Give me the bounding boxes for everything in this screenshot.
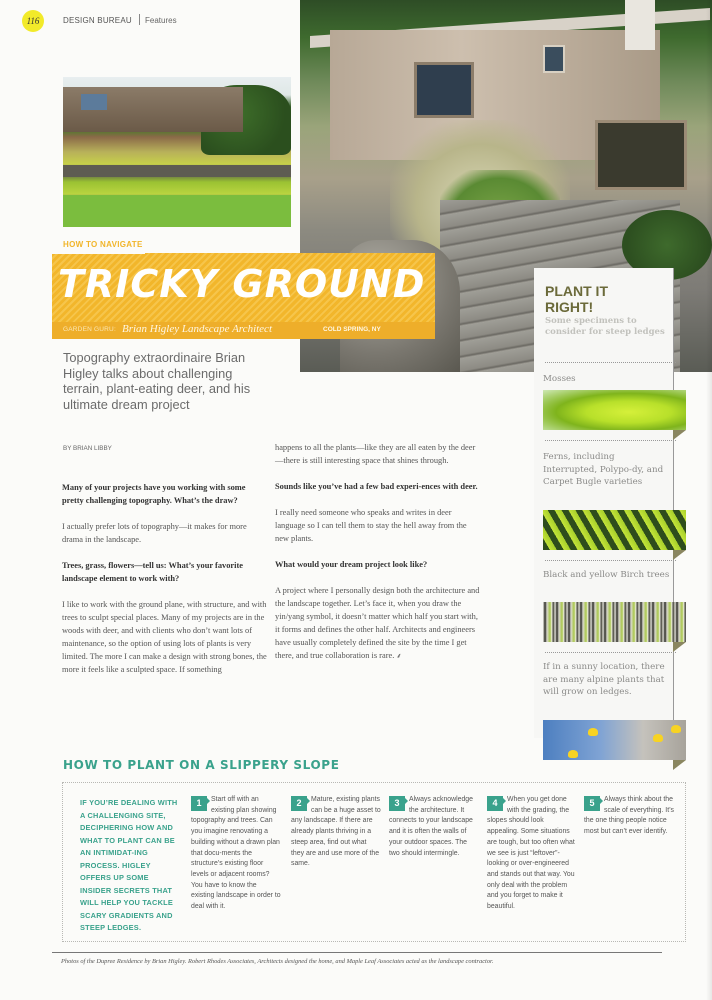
tip-4: [487, 795, 577, 913]
flower: [588, 728, 598, 736]
photo-window: [543, 45, 565, 73]
tip-text: Mature, existing plants can be a huge asset to any landscape. If there are already plants thriving in a steep area, find out what they are and use more of the same.: [291, 796, 381, 868]
fold-corner: [673, 760, 686, 770]
footer-rule: [52, 952, 662, 953]
interview-question: What would your dream project look like?: [275, 560, 428, 569]
answer-text: A project where I personally design both the architecture and the landscape together. Let’s face it, when you draw the yin/yang symbol, it doesn’t matter which half you start with, it forms and defines the other half. Architects and engineers have usually completely defined the site by the time I get there, and true collaboration is rare.: [275, 586, 480, 660]
plant-label-alpine: If in a sunny location, there are many alpine plants that will grow on ledges.: [543, 662, 665, 697]
article-title: TRICKY GROUND: [58, 262, 426, 306]
flower: [671, 725, 681, 733]
fold-corner: [673, 550, 686, 560]
subtitle-label: GARDEN GURU:: [63, 326, 116, 333]
body-column-2: [275, 441, 480, 663]
photo-credits: Photos of the Dupree Residence by Brian Higley. Robert Rhodes Associates, Architects designed the home, and Maple Leaf Associates acted as the landscape contractor.: [61, 958, 494, 965]
interview-question: Sounds like you’ve had a few bad experi-ences with deer.: [275, 482, 478, 491]
fold-corner: [673, 430, 686, 440]
plant-label-birch: Black and yellow Birch trees: [543, 570, 670, 580]
interview-answer: happens to all the plants—like they are all eaten by the deer—there is still interesting space that shines through.: [275, 443, 476, 465]
tip-text: Always acknowledge the architecture. It connects to your landscape and it is often the walls of your outdoor spaces. The two should intermingle.: [389, 796, 473, 857]
tip-text: Always think about the scale of everything. It’s the one thing people notice most but can’t ever identify.: [584, 796, 674, 836]
moss-photo: [543, 390, 686, 430]
plant-label-mosses: Mosses: [543, 374, 576, 384]
sidebar-title: [545, 283, 608, 315]
interview-question: Many of your projects have you working with some pretty challenging topography. What’s the draw?: [62, 483, 246, 505]
body-column-1: [62, 481, 267, 676]
section-label: Features: [145, 16, 177, 25]
sidebar-title-line: RIGHT!: [545, 299, 594, 315]
tip-text: When you get done with the grading, the slopes should look appealing. Some situations are tough, but too often what we see is just “leftover”-looking or over-engineered and stands out that way. You only deal with the problem and you forget to make it beautiful.: [487, 796, 575, 911]
tip-2: [291, 795, 381, 870]
magazine-brand: DESIGN BUREAU: [63, 16, 132, 25]
subtitle-location: COLD SPRING, NY: [323, 326, 381, 333]
tip-number-badge: 5: [584, 796, 600, 811]
header-divider: [139, 14, 140, 25]
sidebar-subtitle: Some specimens to consider for steep ledges: [545, 316, 665, 337]
kicker: HOW TO NAVIGATE: [63, 240, 143, 249]
tip-1: [191, 795, 281, 913]
interview-answer: I really need someone who speaks and writes in deer language so I can tell them to stay the hell away from the new plants.: [275, 508, 467, 543]
subtitle-name: Brian Higley Landscape Architect: [122, 323, 272, 335]
flower: [568, 750, 578, 758]
interview-answer: I actually prefer lots of topography—it makes for more drama in the landscape.: [62, 522, 247, 544]
dotted-divider: [545, 362, 676, 363]
byline: BY BRIAN LIBBY: [63, 445, 112, 452]
photo-lawn: [63, 195, 291, 227]
photo-window: [414, 62, 474, 118]
fold-corner: [673, 642, 686, 652]
slope-intro: IF YOU’RE DEALING WITH A CHALLENGING SITE, DECIPHERING HOW AND WHAT TO PLANT CAN BE AN INTIMIDAT-ING PROCESS. HIGLEY OFFERS UP SOME INSIDER SECRETS THAT WILL HELP YOU TACKLE SCARY GRADIENTS AND STEEP LEDGES.: [80, 798, 178, 932]
fern-photo: [543, 510, 686, 550]
flower: [653, 734, 663, 742]
interview-question: Trees, grass, flowers—tell us: What’s your favorite landscape element to work with?: [62, 561, 243, 583]
birch-photo: [543, 602, 686, 642]
photo-chimney: [625, 0, 655, 50]
photo-window: [595, 120, 687, 190]
photo-window: [81, 94, 107, 110]
dotted-divider: [545, 652, 676, 653]
dotted-divider: [545, 560, 676, 561]
tip-number-badge: 4: [487, 796, 503, 811]
article-dek: Topography extraordinaire Brian Higley talks about challenging terrain, plant-eating deer, and his ultimate dream project: [63, 350, 251, 412]
end-mark-icon: ⸙: [396, 652, 402, 660]
tip-5: [584, 795, 674, 838]
terraced-garden-photo: [63, 77, 291, 227]
dotted-divider: [545, 440, 676, 441]
slope-section-title: HOW TO PLANT ON A SLIPPERY SLOPE: [63, 758, 340, 772]
tip-number-badge: 2: [291, 796, 307, 811]
interview-answer: I like to work with the ground plane, with structure, and with trees to sculpt special places. Many of my projects are in the woods with deer, and with clients who don’t want lots of maintenance, so the option of using lots of plants is very limited. The more I can make a design with strong bones, the more it feels like a sculpted space. If something: [62, 600, 267, 674]
tip-text: Start off with an existing plan showing topography and trees. Can you imagine renovating a building without a drawn plan that docu-ments the structure’s existing floor levels or adjacent rooms? You have to know the existing landscape in order to deal with it.: [191, 796, 281, 911]
interview-answer: [275, 584, 480, 663]
tip-number-badge: 1: [191, 796, 207, 811]
plant-label-ferns: Ferns, including Interrupted, Polypo-dy, and Carpet Bugle varieties: [543, 452, 664, 487]
alpine-flowers-photo: [543, 720, 686, 760]
sidebar-title-line: PLANT IT: [545, 283, 608, 299]
page-edge-shadow: [706, 0, 712, 1000]
tip-3: [389, 795, 479, 859]
tip-number-badge: 3: [389, 796, 405, 811]
page-number-badge: 116: [22, 10, 44, 32]
photo-stone-wall: [63, 165, 291, 177]
